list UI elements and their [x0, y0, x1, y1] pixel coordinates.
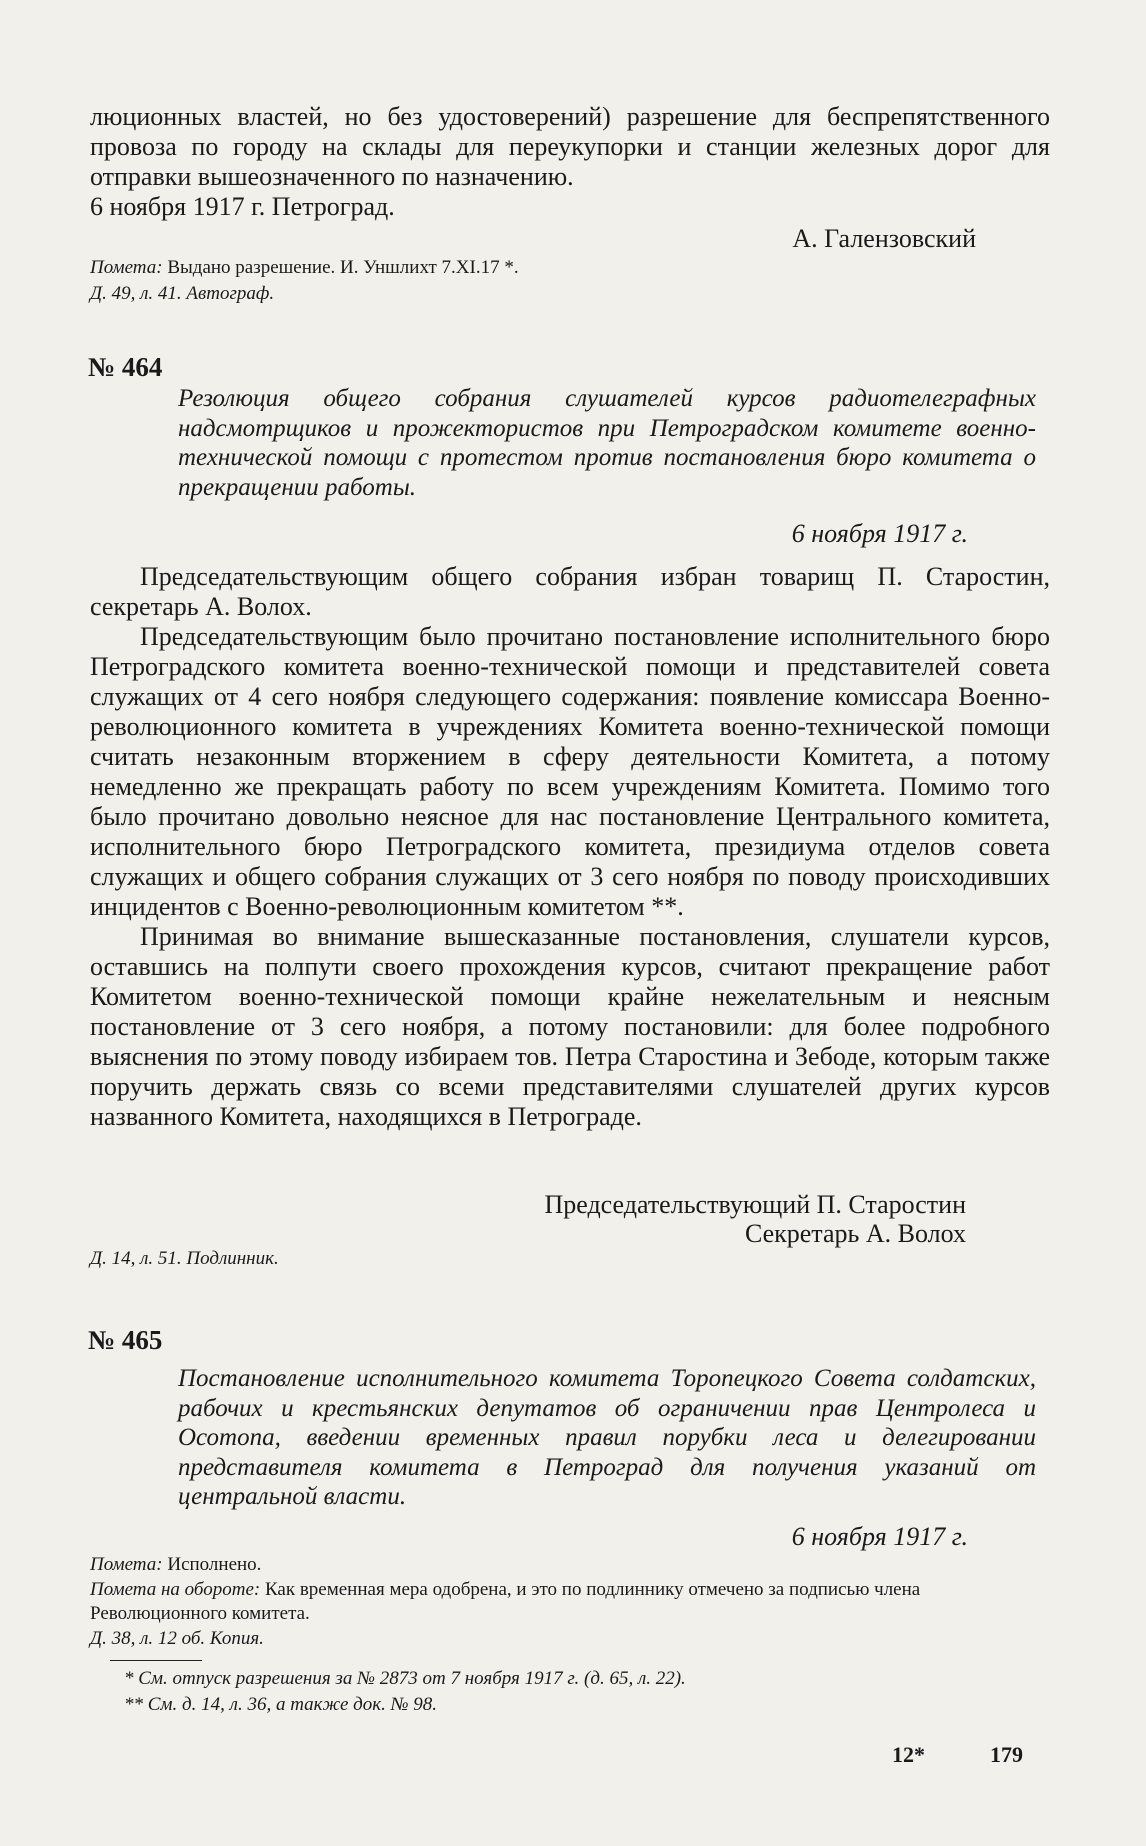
note-label: Помета:	[90, 257, 163, 278]
paragraph-3: Принимая во внимание вышесказанные постановления, слушатели курсов, оставшись на полпути своего прохождения курсов, считают прекращение работ Комитетом военно-технической помощи крайне нежелательным и неясным постановление от 3 сего ноября, а потому постановили: для более подробного выяснения по этому поводу избираем тов. Петра Старостина и Зебоде, которым также поручить держать связь со всеми представителями слушателей других курсов названного Комитета, находящихся в Петрограде.	[90, 922, 1050, 1131]
footnote-divider	[110, 1660, 202, 1661]
document-date-464: 6 ноября 1917 г.	[791, 519, 968, 548]
signature-chairman: Председательствующий П. Старостин	[544, 1190, 966, 1219]
paragraph-1: Председательствующим общего собрания избран товарищ П. Старостин, секретарь А. Волох.	[90, 562, 1050, 621]
note-label: Помета на обороте:	[90, 1579, 261, 1600]
page-number: 179	[990, 1742, 1023, 1767]
document-body-464	[90, 562, 1050, 1132]
archive-ref-464	[90, 1247, 1050, 1271]
document-date-465: 6 ноября 1917 г.	[791, 1522, 968, 1551]
archive-ref-previous	[90, 282, 1050, 306]
note-text: Исполнено.	[167, 1554, 262, 1575]
archive-ref-465	[90, 1627, 1050, 1651]
document-number-465: № 465	[88, 1325, 163, 1355]
signature-mark: 12*	[892, 1742, 925, 1767]
footnote-2: ** См. д. 14, л. 36, а также док. № 98.	[124, 1694, 438, 1715]
note-465-executed	[90, 1553, 1050, 1577]
archive-ref-text: Д. 49, л. 41. Автограф.	[90, 283, 275, 304]
footnote-1: * См. отпуск разрешения за № 2873 от 7 ноября 1917 г. (д. 65, л. 22).	[124, 1668, 686, 1689]
archive-ref-text: Д. 38, л. 12 об. Копия.	[90, 1628, 264, 1649]
note-text: Как временная мера одобрена, и это по подлиннику отмечено за подписью члена Революционного комитета.	[90, 1579, 921, 1624]
continuation-paragraph: люционных властей, но без удостоверений) разрешение для беспрепятственного провоза по городу на склады для переукупорки и станции железных дорог для отправки вышеозначенного по назначению.	[90, 102, 1050, 191]
signature-secretary: Секретарь А. Волох	[744, 1219, 966, 1248]
note-text: Выдано разрешение. И. Уншлихт 7.XI.17 *.	[167, 257, 519, 278]
note-465-reverse	[90, 1578, 1050, 1626]
note-previous	[90, 256, 1050, 280]
archive-ref-text: Д. 14, л. 51. Подлинник.	[90, 1248, 279, 1269]
signature-galenzovsky: А. Галензовский	[792, 224, 976, 253]
place-date: 6 ноября 1917 г. Петроград.	[90, 192, 395, 221]
document-title-465: Постановление исполнительного комитета Торопецкого Совета солдатских, рабочих и крестьянских депутатов об ограничении прав Центролеса и Осотопа, введении временных правил порубки леса и делегировании представителя комитета в Петроград для получения указаний от центральной власти.	[178, 1365, 1036, 1510]
document-title-464: Резолюция общего собрания слушателей курсов радиотелеграфных надсмотрщиков и прожектористов при Петроградском комитете военно-технической помощи с протестом против постановления бюро комитета о прекращении работы.	[178, 385, 1036, 501]
previous-document-text	[90, 102, 1050, 222]
paragraph-2: Председательствующим было прочитано постановление исполнительного бюро Петроградского комитета военно-технической помощи и представителей совета служащих от 4 сего ноября следующего содержания: появление комиссара Военно-революционного комитета в учреждениях Комитета военно-технической помощи считать незаконным вторжением в сферу деятельности Комитета, а потому немедленно же прекращать работу по всем учреждениям Комитета. Помимо того было прочитано довольно неясное для нас постановление Центрального комитета, исполнительного бюро Петроградского комитета, президиума отделов совета служащих и общего собрания служащих от 3 сего ноября по поводу происходивших инцидентов с Военно-революционным комитетом **.	[90, 622, 1050, 921]
document-number-464: № 464	[88, 352, 163, 382]
note-label: Помета:	[90, 1554, 163, 1575]
